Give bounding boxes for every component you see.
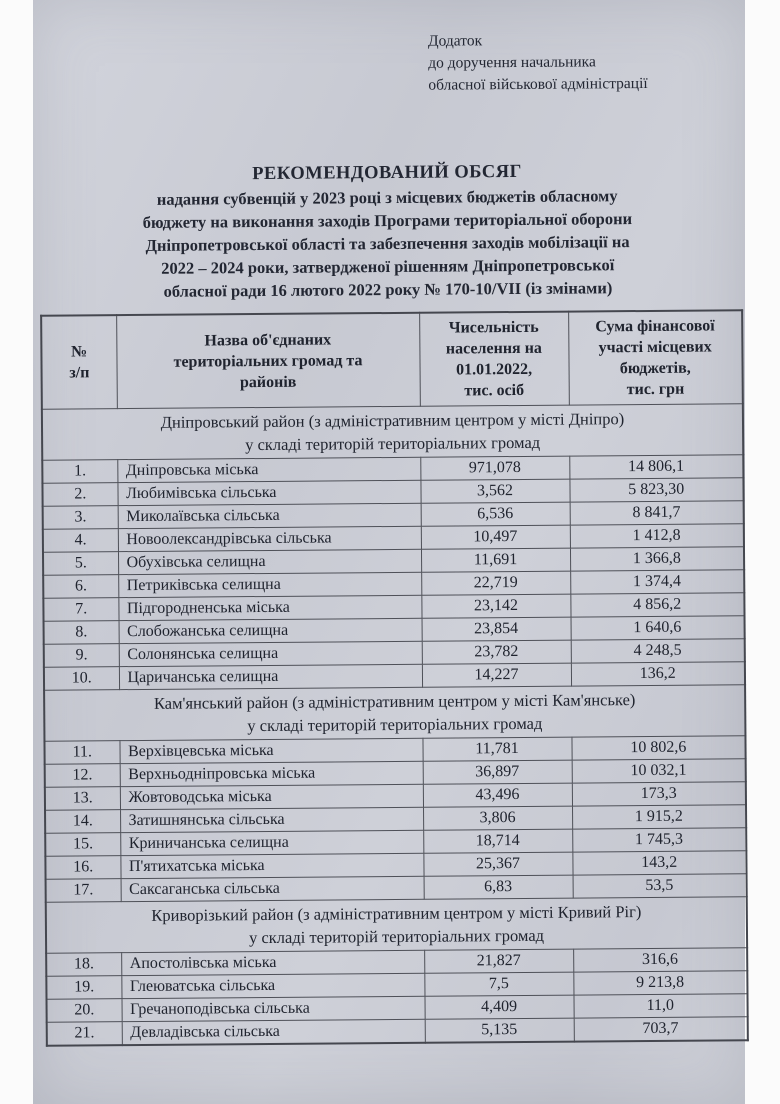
- row-number: 16.: [45, 856, 120, 880]
- population-value: 43,496: [423, 783, 572, 807]
- row-number: 19.: [46, 976, 121, 1000]
- row-number: 10.: [44, 667, 119, 691]
- header-cell-number: № з/п: [41, 315, 117, 409]
- row-number: 3.: [43, 506, 118, 530]
- subventions-table: [40, 309, 749, 1046]
- corner-note-line: Додаток: [427, 32, 483, 50]
- row-number: 15.: [45, 833, 120, 857]
- amount-value: 53,5: [573, 874, 747, 898]
- community-name: Верхівцевська міська: [119, 738, 422, 763]
- row-number: 14.: [45, 810, 120, 834]
- corner-note-line: до доручення начальника: [428, 53, 596, 72]
- row-number: 8.: [44, 621, 119, 645]
- community-name: Саксаганська сільська: [121, 876, 424, 901]
- document-title: РЕКОМЕНДОВАНИЙ ОБСЯГ: [252, 161, 522, 185]
- row-number: 20.: [47, 999, 122, 1023]
- community-name: Підгородненська міська: [118, 595, 421, 620]
- section-title: Кам'янський район (з адміністративним центром у місті Кам'янське) у складі територій територіальних громад: [44, 685, 745, 742]
- population-value: 14,227: [422, 663, 571, 687]
- population-value: 23,142: [421, 594, 570, 618]
- row-number: 18.: [46, 953, 121, 977]
- header-cell-amount: Сума фінансової участі місцевих бюджетів, тис. грн: [568, 310, 743, 405]
- row-number: 7.: [43, 598, 118, 622]
- population-value: 11,781: [422, 737, 571, 761]
- population-value: 36,897: [423, 760, 572, 784]
- row-number: 5.: [43, 552, 118, 576]
- corner-note-line: обласної військової адміністрації: [428, 74, 648, 94]
- section-header-row: [46, 897, 747, 954]
- table-body: [42, 404, 748, 1046]
- row-number: 9.: [44, 644, 119, 668]
- row-number: 6.: [43, 575, 118, 599]
- population-value: 21,827: [424, 949, 573, 973]
- corner-note: [428, 29, 648, 97]
- population-value: 6,536: [421, 502, 570, 526]
- population-value: 4,409: [424, 995, 573, 1019]
- amount-value: 703,7: [574, 1017, 748, 1042]
- table-row: [47, 1017, 748, 1046]
- population-value: 18,714: [423, 829, 572, 853]
- community-name: Дніпровська міська: [117, 457, 420, 482]
- amount-value: 173,3: [572, 782, 746, 806]
- amount-value: 1 374,4: [570, 570, 744, 594]
- amount-value: 1 745,3: [572, 828, 746, 852]
- population-value: 11,691: [421, 548, 570, 572]
- amount-value: 143,2: [572, 851, 746, 875]
- population-value: 3,562: [420, 479, 569, 503]
- community-name: Гречаноподівська сільська: [121, 996, 424, 1021]
- population-value: 7,5: [424, 972, 573, 996]
- community-name: Новоолександрівська сільська: [118, 526, 421, 551]
- row-number: 4.: [43, 529, 118, 553]
- community-name: Миколаївська сільська: [118, 503, 421, 528]
- amount-value: 4 856,2: [570, 593, 744, 617]
- community-name: Слобожанська селищна: [119, 618, 422, 643]
- community-name: Петриківська селищна: [118, 572, 421, 597]
- amount-value: 11,0: [573, 994, 747, 1018]
- community-name: Криничанська селищна: [120, 830, 423, 855]
- population-value: 5,135: [425, 1018, 574, 1043]
- amount-value: 1 915,2: [572, 805, 746, 829]
- population-value: 25,367: [423, 852, 572, 876]
- community-name: Жовтоводська міська: [120, 784, 423, 809]
- population-value: 23,782: [422, 640, 571, 664]
- community-name: Девладівська сільська: [122, 1019, 425, 1045]
- amount-value: 136,2: [571, 662, 745, 686]
- community-name: Верхньодніпровська міська: [120, 761, 423, 786]
- amount-value: 14 806,1: [569, 455, 743, 479]
- population-value: 971,078: [420, 456, 569, 480]
- community-name: Царичанська селищна: [119, 664, 422, 689]
- community-name: Обухівська селищна: [118, 549, 421, 574]
- community-name: Апостолівська міська: [121, 950, 424, 975]
- row-number: 17.: [46, 879, 121, 903]
- amount-value: 4 248,5: [571, 639, 745, 663]
- row-number: 11.: [44, 741, 119, 765]
- amount-value: 1 366,8: [570, 547, 744, 571]
- amount-value: 8 841,7: [570, 501, 744, 525]
- document-title-block: [57, 157, 718, 303]
- amount-value: 1 412,8: [570, 524, 744, 548]
- amount-value: 1 640,6: [571, 616, 745, 640]
- section-title: Криворізький район (з адміністративним центром у місті Кривий Ріг) у складі територій територіальних громад: [46, 897, 747, 954]
- community-name: Затишнянська сільська: [120, 807, 423, 832]
- population-value: 6,83: [424, 875, 573, 899]
- amount-value: 316,6: [573, 948, 747, 972]
- amount-value: 5 823,30: [569, 478, 743, 502]
- row-number: 13.: [45, 787, 120, 811]
- population-value: 22,719: [421, 571, 570, 595]
- section-header-row: [42, 404, 743, 461]
- section-title: Дніпровський район (з адміністративним центром у місті Дніпро) у складі територій територіальних громад: [42, 404, 743, 461]
- row-number: 21.: [47, 1022, 122, 1046]
- table-header: [41, 310, 743, 409]
- community-name: П'ятихатська міська: [120, 853, 423, 878]
- row-number: 12.: [45, 764, 120, 788]
- table-header-row: [41, 310, 743, 409]
- row-number: 1.: [42, 460, 117, 484]
- document-subtitle: надання субвенцій у 2023 році з місцевих бюджетів обласному бюджету на виконання заходів Програми територіальної оборони Дніпропетровської області та забезпечення заходів мобілізації на 2022 – 2024 роки, затвердженої рішенням Дніпропетровської обласної ради 16 лютого 2022 року № 170-10/VII (із змінами): [142, 186, 633, 301]
- population-value: 23,854: [422, 617, 571, 641]
- population-value: 3,806: [423, 806, 572, 830]
- header-cell-population: Чисельність населення на 01.01.2022, тис. осіб: [419, 312, 569, 407]
- row-number: 2.: [42, 483, 117, 507]
- amount-value: 10 802,6: [571, 736, 745, 760]
- amount-value: 9 213,8: [573, 971, 747, 995]
- population-value: 10,497: [421, 525, 570, 549]
- header-cell-name: Назва об'єднаних територіальних громад та районів: [116, 313, 420, 409]
- community-name: Солонянська селищна: [119, 641, 422, 666]
- community-name: Глеюватська сільська: [121, 973, 424, 998]
- community-name: Любимівська сільська: [117, 480, 420, 505]
- amount-value: 10 032,1: [572, 759, 746, 783]
- section-header-row: [44, 685, 745, 742]
